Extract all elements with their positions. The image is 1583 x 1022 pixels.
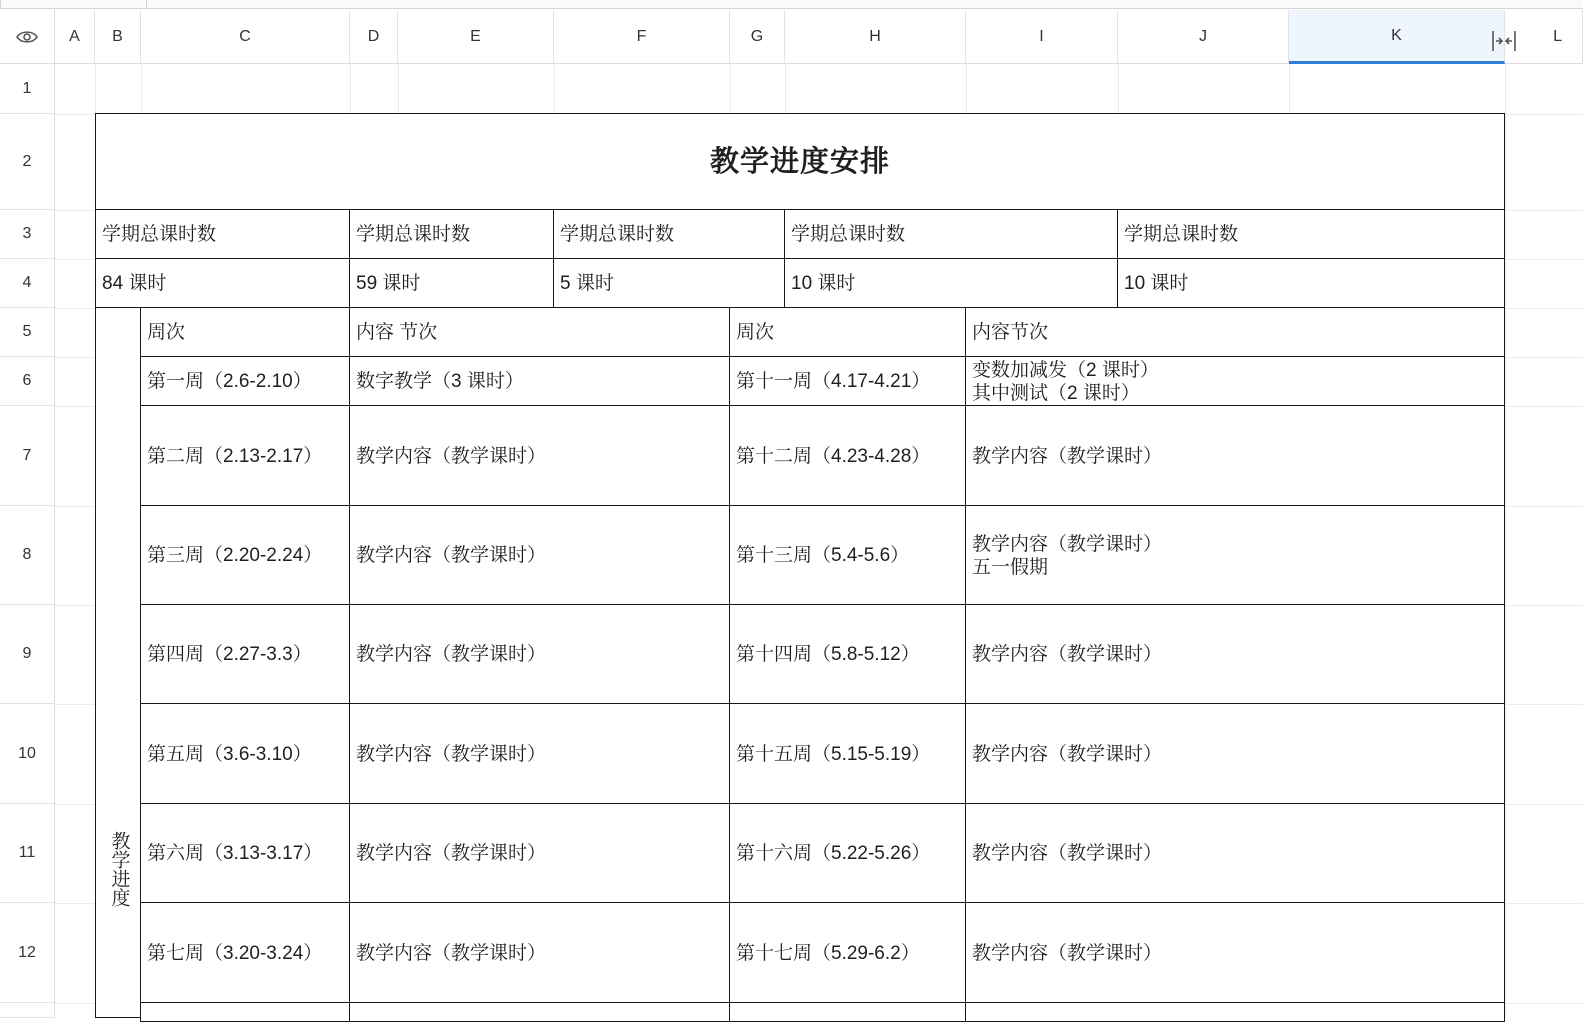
content-cell[interactable]: 数字教学（3 课时） [349, 356, 731, 407]
content-cell-right[interactable]: 教学内容（教学课时） [965, 604, 1505, 705]
side-label-cell[interactable] [95, 307, 142, 1018]
row-header-12[interactable]: 12 [0, 903, 55, 1003]
row-header-1[interactable]: 1 [0, 64, 55, 114]
content-line: 其中测试（2 课时） [972, 382, 1140, 404]
row-header-7[interactable]: 7 [0, 406, 55, 506]
content-header[interactable]: 内容 节次 [349, 307, 731, 358]
row-header-2[interactable]: 2 [0, 114, 55, 210]
content-header-right[interactable]: 内容节次 [965, 307, 1505, 358]
row-header-10[interactable]: 10 [0, 704, 55, 804]
column-header-k[interactable]: K [1289, 10, 1505, 64]
week-cell-right[interactable]: 第十四周（5.8-5.12） [729, 604, 967, 705]
week-cell-right[interactable]: 第十一周（4.17-4.21） [729, 356, 967, 407]
total-label-cell[interactable]: 学期总课时数 [349, 209, 555, 260]
select-all-corner[interactable] [0, 10, 55, 64]
week-cell[interactable]: 第五周（3.6-3.10） [140, 703, 351, 805]
content-cell[interactable] [349, 1002, 731, 1022]
row-header-5[interactable]: 5 [0, 308, 55, 357]
side-label-text: 教学进度 [108, 831, 130, 907]
column-header-d[interactable]: D [350, 10, 398, 64]
row-header-9[interactable]: 9 [0, 605, 55, 704]
row-header-4[interactable]: 4 [0, 259, 55, 308]
content-cell[interactable]: 教学内容（教学课时） [349, 803, 731, 904]
content-cell-right[interactable]: 教学内容（教学课时） [965, 902, 1505, 1004]
total-value-cell[interactable]: 59 课时 [349, 258, 555, 309]
total-label-cell[interactable]: 学期总课时数 [784, 209, 1119, 260]
content-cell[interactable]: 教学内容（教学课时） [349, 902, 731, 1004]
row-header-3[interactable]: 3 [0, 210, 55, 259]
week-cell-right[interactable]: 第十二周（4.23-4.28） [729, 405, 967, 507]
week-header[interactable]: 周次 [140, 307, 351, 358]
sheet-title[interactable]: 教学进度安排 [95, 113, 1505, 211]
week-cell-right[interactable]: 第十五周（5.15-5.19） [729, 703, 967, 805]
content-line: 教学内容（教学课时） [972, 533, 1163, 555]
eye-icon[interactable] [15, 29, 39, 45]
freeze-columns-icon[interactable] [1490, 28, 1518, 54]
content-cell-right[interactable]: 教学内容（教学课时） [965, 405, 1505, 507]
content-cell-right[interactable] [965, 356, 1505, 407]
week-cell-right[interactable]: 第十三周（5.4-5.6） [729, 505, 967, 606]
week-cell[interactable]: 第一周（2.6-2.10） [140, 356, 351, 407]
column-header-j[interactable]: J [1118, 10, 1289, 64]
row-header-6[interactable]: 6 [0, 357, 55, 406]
total-label-cell[interactable]: 学期总课时数 [553, 209, 786, 260]
content-cell-right[interactable] [965, 1002, 1505, 1022]
week-cell-right[interactable]: 第十七周（5.29-6.2） [729, 902, 967, 1004]
column-header-l[interactable]: L [1505, 10, 1583, 64]
name-box-edge[interactable] [0, 0, 147, 9]
content-cell[interactable]: 教学内容（教学课时） [349, 604, 731, 705]
content-cell[interactable]: 教学内容（教学课时） [349, 703, 731, 805]
total-value-cell[interactable]: 84 课时 [95, 258, 351, 309]
week-cell[interactable]: 第七周（3.20-3.24） [140, 902, 351, 1004]
column-header-e[interactable]: E [398, 10, 554, 64]
column-header-b[interactable]: B [95, 10, 141, 64]
column-header-c[interactable]: C [141, 10, 350, 64]
column-header-f[interactable]: F [554, 10, 730, 64]
total-label-cell[interactable]: 学期总课时数 [1117, 209, 1505, 260]
content-cell-right[interactable]: 教学内容（教学课时） [965, 803, 1505, 904]
week-cell[interactable]: 第四周（2.27-3.3） [140, 604, 351, 705]
content-cell-right[interactable]: 教学内容（教学课时） [965, 703, 1505, 805]
total-value-cell[interactable]: 10 课时 [1117, 258, 1505, 309]
row-header-8[interactable]: 8 [0, 506, 55, 605]
column-header-a[interactable]: A [55, 10, 95, 64]
content-cell[interactable]: 教学内容（教学课时） [349, 405, 731, 507]
week-cell[interactable] [140, 1002, 351, 1022]
week-header-right[interactable]: 周次 [729, 307, 967, 358]
row-header-11[interactable]: 11 [0, 804, 55, 903]
column-header-h[interactable]: H [785, 10, 966, 64]
column-header-g[interactable]: G [730, 10, 785, 64]
week-cell[interactable]: 第六周（3.13-3.17） [140, 803, 351, 904]
content-line: 五一假期 [972, 556, 1049, 578]
week-cell[interactable]: 第三周（2.20-2.24） [140, 505, 351, 606]
content-line: 变数加减发（2 课时） [972, 359, 1159, 381]
week-cell-right[interactable]: 第十六周（5.22-5.26） [729, 803, 967, 904]
column-header-i[interactable]: I [966, 10, 1118, 64]
row-header-13[interactable] [0, 1003, 55, 1018]
total-value-cell[interactable]: 5 课时 [553, 258, 786, 309]
content-cell-right[interactable] [965, 505, 1505, 606]
total-value-cell[interactable]: 10 课时 [784, 258, 1119, 309]
formula-bar-edge[interactable] [146, 0, 1583, 9]
week-cell[interactable]: 第二周（2.13-2.17） [140, 405, 351, 507]
top-toolbar-strip [0, 0, 1583, 10]
total-label-cell[interactable]: 学期总课时数 [95, 209, 351, 260]
content-cell[interactable]: 教学内容（教学课时） [349, 505, 731, 606]
week-cell-right[interactable] [729, 1002, 967, 1022]
